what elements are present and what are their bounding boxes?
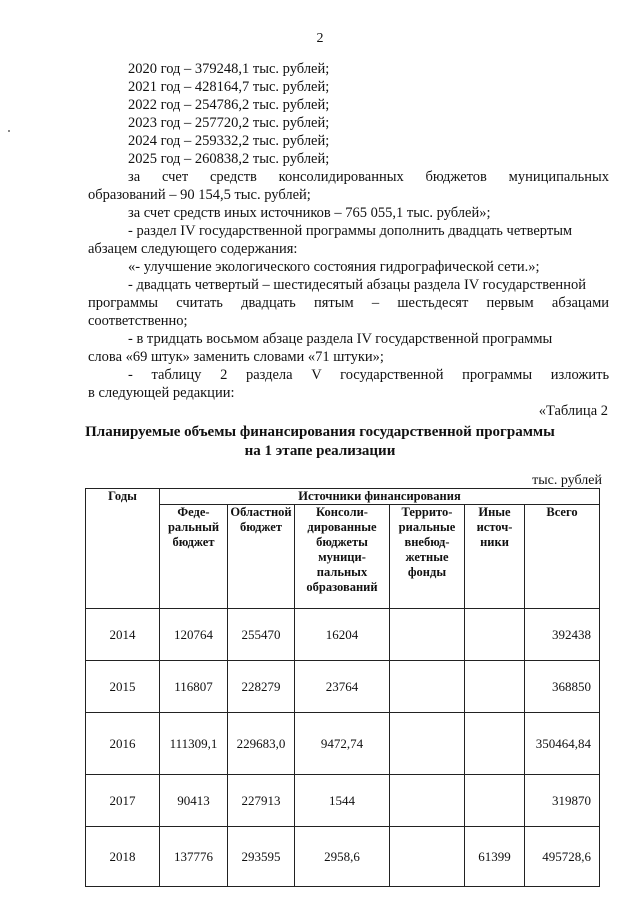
municipal-cell: 1544 — [295, 775, 390, 827]
sources-header: Источники финансирования — [160, 489, 600, 505]
regional-cell: 255470 — [228, 609, 295, 661]
replace-line-1: - в тридцать восьмом абзаце раздела IV государственной программы — [128, 331, 553, 347]
column-header: Консоли- дированные бюджеты муници- пальных образований — [295, 505, 390, 609]
column-header: Всего — [525, 505, 600, 609]
federal-cell: 120764 — [160, 609, 228, 661]
section4-line-2: абзацем следующего содержания: — [88, 241, 298, 257]
amount-line: 2020 год – 379248,1 тыс. рублей; — [128, 61, 330, 77]
table-title-line-2: на 1 этапе реализации — [244, 443, 396, 459]
page-number: 2 — [316, 31, 324, 46]
other-cell: 61399 — [465, 827, 525, 887]
financing-table — [85, 488, 600, 887]
federal-cell: 111309,1 — [160, 713, 228, 775]
table-instruction-line-1: - таблицу 2 раздела V государственной программы изложить — [128, 367, 610, 383]
amount-line: 2022 год – 254786,2 тыс. рублей; — [128, 97, 330, 113]
total-cell: 392438 — [525, 609, 600, 661]
consolidated-line-2: образований – 90 154,5 тыс. рублей; — [88, 187, 311, 203]
year-cell: 2017 — [86, 775, 160, 827]
scan-mark — [8, 130, 10, 132]
consolidated-line-1: за счет средств консолидированных бюджетов муниципальных — [128, 169, 610, 185]
table-row — [86, 775, 600, 827]
regional-cell: 229683,0 — [228, 713, 295, 775]
table-row — [86, 661, 600, 713]
shift-line-2: программы считать двадцать пятым – шестьдесят первым абзацами — [88, 295, 610, 311]
amount-line: 2024 год – 259332,2 тыс. рублей; — [128, 133, 330, 149]
year-cell: 2018 — [86, 827, 160, 887]
table-title-line-1: Планируемые объемы финансирования государственной программы — [85, 424, 555, 440]
table-instruction-line-2: в следующей редакции: — [88, 385, 235, 401]
year-cell: 2014 — [86, 609, 160, 661]
federal-cell: 137776 — [160, 827, 228, 887]
regional-cell: 293595 — [228, 827, 295, 887]
shift-line-1: - двадцать четвертый – шестидесятый абзацы раздела IV государственной — [128, 277, 586, 293]
column-header: Феде- ральный бюджет — [160, 505, 228, 609]
municipal-cell: 2958,6 — [295, 827, 390, 887]
other-cell — [465, 609, 525, 661]
other-sources-line: за счет средств иных источников – 765 055,1 тыс. рублей»; — [128, 205, 491, 221]
territorial-cell — [390, 775, 465, 827]
municipal-cell: 16204 — [295, 609, 390, 661]
territorial-cell — [390, 661, 465, 713]
total-cell: 319870 — [525, 775, 600, 827]
column-header: Иные источ- ники — [465, 505, 525, 609]
total-cell: 368850 — [525, 661, 600, 713]
total-cell: 350464,84 — [525, 713, 600, 775]
table-label: «Таблица 2 — [538, 403, 608, 419]
column-header: Областной бюджет — [228, 505, 295, 609]
table-row — [86, 713, 600, 775]
amount-line: 2025 год – 260838,2 тыс. рублей; — [128, 151, 330, 167]
year-cell: 2016 — [86, 713, 160, 775]
other-cell — [465, 775, 525, 827]
other-cell — [465, 661, 525, 713]
territorial-cell — [390, 609, 465, 661]
territorial-cell — [390, 713, 465, 775]
federal-cell: 116807 — [160, 661, 228, 713]
replace-line-2: слова «69 штук» заменить словами «71 штуки»; — [88, 349, 384, 365]
total-cell: 495728,6 — [525, 827, 600, 887]
quote-line: «- улучшение экологического состояния гидрографической сети.»; — [128, 259, 540, 275]
amount-line: 2023 год – 257720,2 тыс. рублей; — [128, 115, 330, 131]
amount-line: 2021 год – 428164,7 тыс. рублей; — [128, 79, 330, 95]
years-header: Годы — [86, 489, 160, 609]
shift-line-3: соответственно; — [88, 313, 188, 329]
municipal-cell: 9472,74 — [295, 713, 390, 775]
table-row — [86, 827, 600, 887]
regional-cell: 228279 — [228, 661, 295, 713]
regional-cell: 227913 — [228, 775, 295, 827]
unit-label: тыс. рублей — [532, 473, 602, 488]
section4-line-1: - раздел IV государственной программы дополнить двадцать четвертым — [128, 223, 573, 239]
other-cell — [465, 713, 525, 775]
year-cell: 2015 — [86, 661, 160, 713]
territorial-cell — [390, 827, 465, 887]
federal-cell: 90413 — [160, 775, 228, 827]
municipal-cell: 23764 — [295, 661, 390, 713]
column-header: Террито- риальные внебюд- жетные фонды — [390, 505, 465, 609]
table-row — [86, 609, 600, 661]
